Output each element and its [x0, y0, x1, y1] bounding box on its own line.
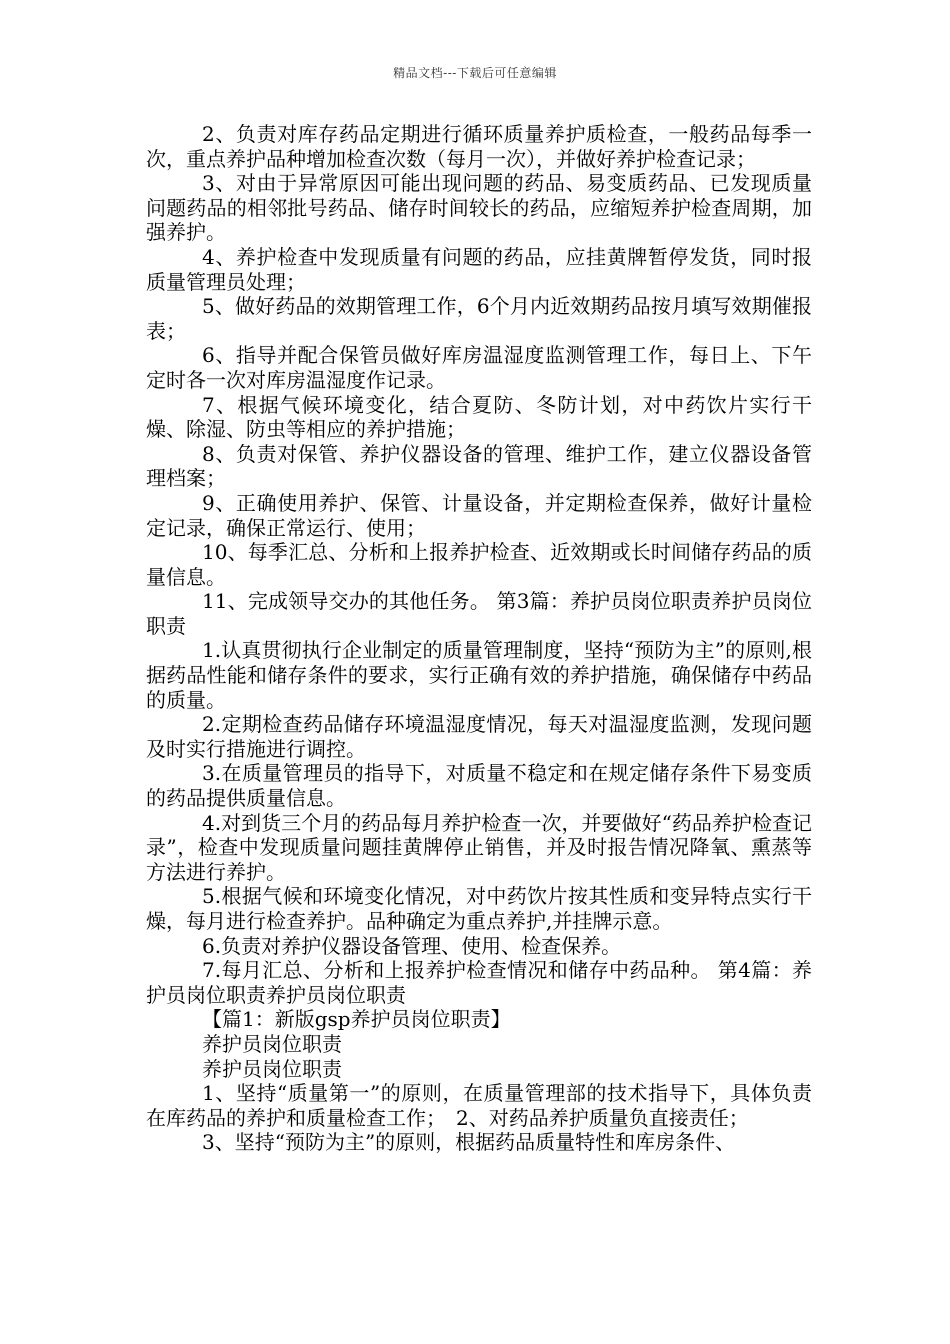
paragraph-15: 5.根据气候和环境变化情况，对中药饮片按其性质和变异特点实行干燥，每月进行检查养护。品种确定为重点养护,并挂牌示意。: [146, 884, 812, 933]
paragraph-17: 7.每月汇总、分析和上报养护检查情况和储存中药品种。 第4篇：养护员岗位职责养护员岗位职责: [146, 958, 812, 1007]
subheading-1: 养护员岗位职责: [202, 1031, 342, 1056]
paragraph-5: 6、指导并配合保管员做好库房温湿度监测管理工作，每日上、下午定时各一次对库房温湿度作记录。: [146, 343, 812, 392]
paragraph-12: 2.定期检查药品储存环境温湿度情况，每天对温湿度监测，发现问题及时实行措施进行调控。: [146, 712, 812, 761]
paragraph-11: 1.认真贯彻执行企业制定的质量管理制度，坚持“预防为主”的原则,根据药品性能和储存条件的要求，实行正确有效的养护措施，确保储存中药品的质量。: [146, 638, 812, 712]
paragraph-9: 10、每季汇总、分析和上报养护检查、近效期或长时间储存药品的质量信息。: [146, 540, 812, 589]
paragraph-14: 4.对到货三个月的药品每月养护检查一次，并要做好“药品养护检查记录”，检查中发现质量问题挂黄牌停止销售，并及时报告情况降氧、熏蒸等方法进行养护。: [146, 810, 812, 884]
paragraph-10: 11、完成领导交办的其他任务。 第3篇：养护员岗位职责养护员岗位职责: [146, 589, 812, 638]
section-heading: 【篇1：新版gsp养护员岗位职责】: [202, 1007, 511, 1032]
paragraph-18: 1、坚持“质量第一”的原则，在质量管理部的技术指导下，具体负责在库药品的养护和质量检查工作； 2、对药品养护质量负直接责任；: [146, 1081, 812, 1130]
paragraph-2: 3、对由于异常原因可能出现问题的药品、易变质药品、已发现质量问题药品的相邻批号药品、储存时间较长的药品，应缩短养护检查周期，加强养护。: [146, 171, 812, 245]
paragraph-16: 6.负责对养护仪器设备管理、使用、检查保养。: [202, 933, 622, 958]
page-header: 精品文档---下载后可任意编辑: [393, 66, 557, 80]
paragraph-19: 3、坚持“预防为主”的原则，根据药品质量特性和库房条件、: [202, 1130, 736, 1155]
paragraph-3: 4、养护检查中发现质量有问题的药品，应挂黄牌暂停发货，同时报质量管理员处理；: [146, 244, 812, 294]
document-body: [146, 122, 812, 1155]
paragraph-8: 9、正确使用养护、保管、计量设备，并定期检查保养，做好计量检定记录，确保正常运行、使用；: [146, 490, 812, 540]
paragraph-13: 3.在质量管理员的指导下，对质量不稳定和在规定储存条件下易变质的药品提供质量信息。: [146, 761, 812, 811]
paragraph-7: 8、负责对保管、养护仪器设备的管理、维护工作，建立仪器设备管理档案；: [146, 441, 812, 491]
paragraph-1: 2、负责对库存药品定期进行循环质量养护质检查，一般药品每季一次，重点养护品种增加检查次数（每月一次），并做好养护检查记录；: [146, 122, 812, 171]
paragraph-4: 5、做好药品的效期管理工作，6个月内近效期药品按月填写效期催报表；: [146, 294, 812, 343]
paragraph-6: 7、根据气候环境变化，结合夏防、冬防计划，对中药饮片实行干燥、除湿、防虫等相应的养护措施；: [146, 392, 812, 442]
subheading-2: 养护员岗位职责: [202, 1056, 342, 1081]
